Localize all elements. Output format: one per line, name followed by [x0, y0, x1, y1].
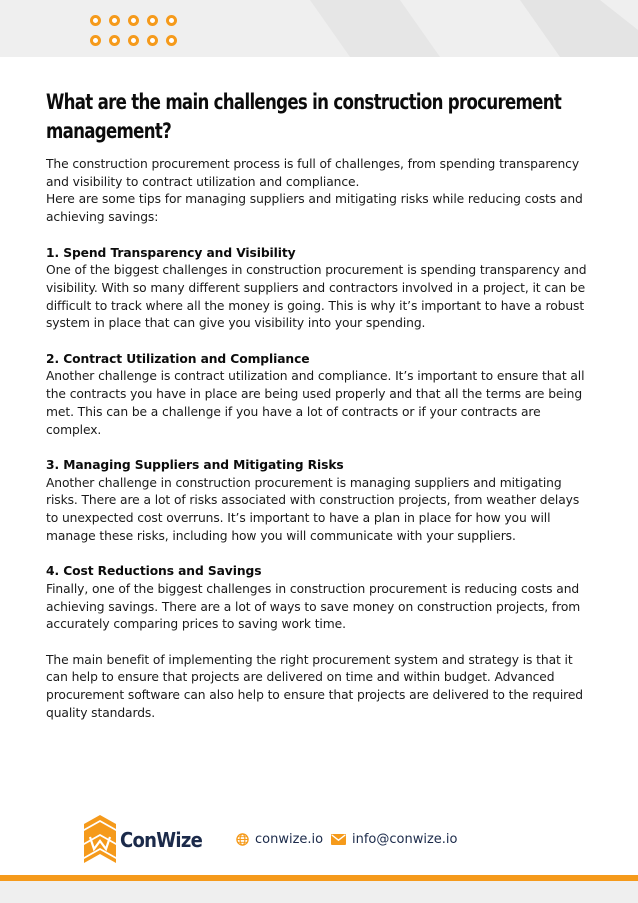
globe-icon	[236, 833, 249, 846]
brand-logo[interactable]	[82, 813, 211, 867]
envelope-icon	[331, 834, 346, 845]
intro-paragraph-1: The construction procurement process is full of challenges, from spending transparency and visibility to contract utilization and compliance.	[46, 157, 580, 189]
decorative-dot-grid	[90, 15, 177, 46]
section-4-title: 4. Cost Reductions and Savings	[46, 564, 262, 579]
section-4-body: Finally, one of the biggest challenges in construction procurement is reducing costs and achieving savings. There are a lot of ways to save money on construction projects, from accurately comparing prices to saving work time.	[46, 581, 581, 632]
brand-name: ConWize	[120, 828, 203, 852]
section-1-title: 1. Spend Transparency and Visibility	[46, 245, 296, 260]
page-title: What are the main challenges in construction procurement management?	[46, 90, 562, 143]
email-text: info@conwize.io	[352, 832, 458, 847]
website-text: conwize.io	[255, 832, 324, 847]
header-band	[0, 0, 638, 57]
section-3-title: 3. Managing Suppliers and Mitigating Risks	[46, 457, 344, 472]
conclusion-paragraph: The main benefit of implementing the right procurement system and strategy is that it can help to ensure that projects are delivered on time and within budget. Advanced procurement software can also help to ensure that projects are delivered to the required quality standards.	[46, 652, 584, 720]
website-link[interactable]	[236, 832, 323, 847]
section-1-body: One of the biggest challenges in construction procurement is spending transparency and visibility. With so many different suppliers and contractors involved in a project, it can be difficult to track where all the money is going. This is why it’s important to have a robust system in place that can give you visibility into your spending.	[46, 263, 587, 331]
footer	[0, 805, 638, 875]
intro-paragraph-2: Here are some tips for managing suppliers and mitigating risks while reducing costs and achieving savings:	[46, 192, 583, 225]
brand-logo-icon	[82, 813, 118, 867]
email-link[interactable]	[331, 832, 458, 847]
section-2-title: 2. Contract Utilization and Compliance	[46, 351, 310, 366]
footer-band	[0, 881, 638, 903]
section-2-body: Another challenge is contract utilization and compliance. It’s important to ensure that all the contracts you have in place are being used properly and that all the terms are being met. This can be a challenge if you have a lot of contracts or if your contracts are complex.	[46, 369, 585, 437]
section-3-body: Another challenge in construction procurement is managing suppliers and mitigating risks. There are a lot of risks associated with construction projects, from weather delays to unexpected cost overruns. It’s important to have a plan in place for how you will manage these risks, including how you will communicate with your suppliers.	[46, 475, 580, 543]
article	[46, 88, 591, 722]
